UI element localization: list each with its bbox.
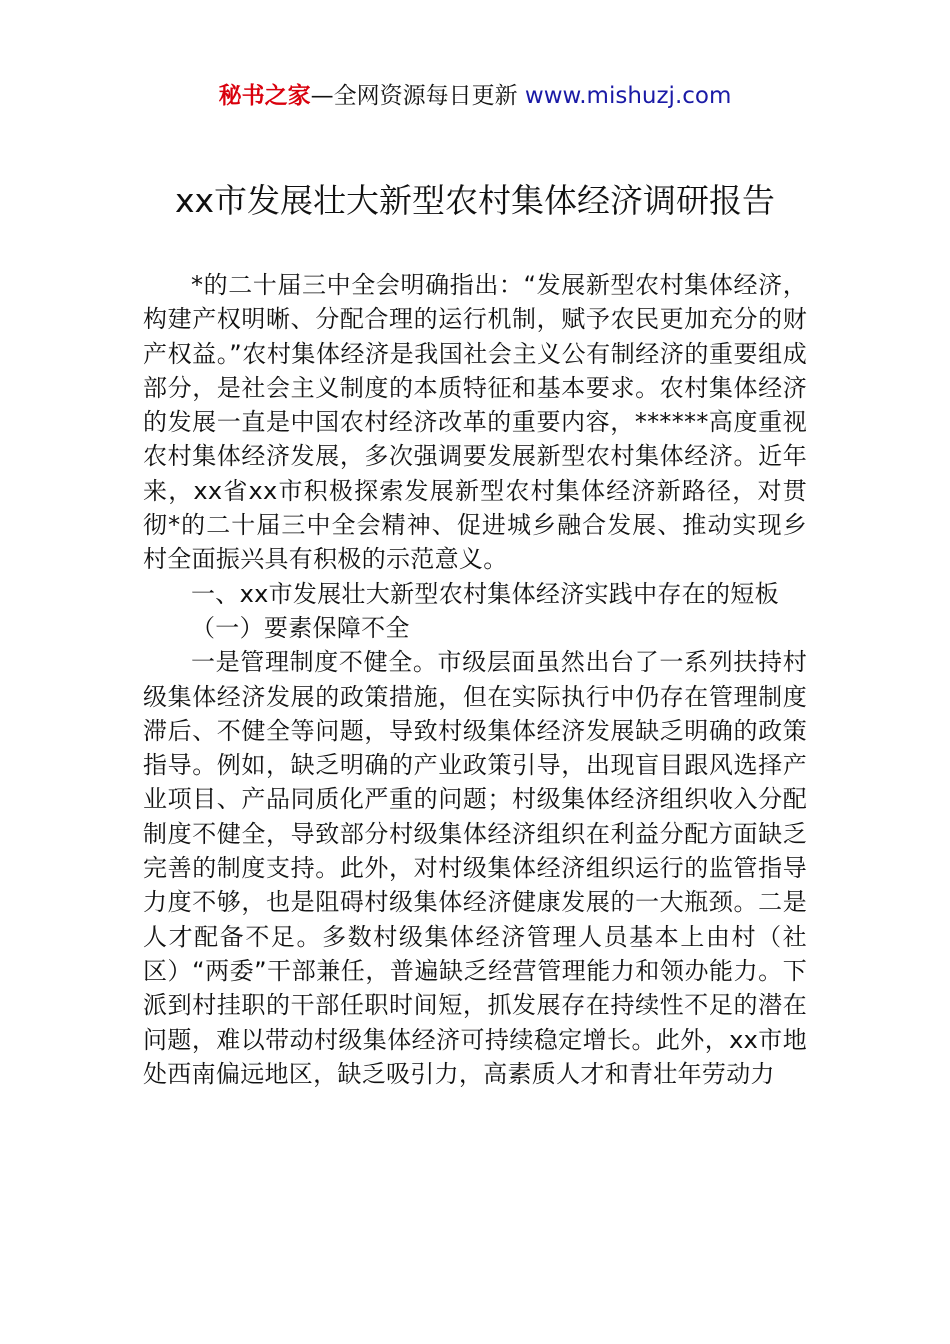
intro-paragraph: *的二十届三中全会明确指出：“发展新型农村集体经济，构建产权明晰、分配合理的运行机制，赋予农民更加充分的财产权益。”农村集体经济是我国社会主义公有制经济的重要组成部分，是社会主义制度的本质特征和基本要求。农村集体经济的发展一直是中国农村经济改革的重要内容，******高度重视农村集体经济发展，多次强调要发展新型农村集体经济。近年来，xx省xx市积极探索发展新型农村集体经济新路径，对贯彻*的二十届三中全会精神、促进城乡融合发展、推动实现乡村全面振兴具有积极的示范意义。 xyxy=(143,271,807,574)
document-title: xx市发展壮大新型农村集体经济调研报告 xyxy=(174,181,776,220)
subsection-heading: （一）要素保障不全 xyxy=(191,613,410,642)
document-body xyxy=(143,268,807,1091)
site-name: 秘书之家 xyxy=(218,83,311,109)
site-url-link[interactable]: www.mishuzj.com xyxy=(524,83,732,109)
site-header xyxy=(0,80,950,112)
site-tagline: —全网资源每日更新 xyxy=(310,83,525,109)
section-heading: 一、xx市发展壮大新型农村集体经济实践中存在的短板 xyxy=(191,579,779,608)
body-paragraph: 一是管理制度不健全。市级层面虽然出台了一系列扶持村级集体经济发展的政策措施，但在实际执行中仍存在管理制度滞后、不健全等问题，导致村级集体经济发展缺乏明确的政策指导。例如，缺乏明确的产业政策引导，出现盲目跟风选择产业项目、产品同质化严重的问题；村级集体经济组织收入分配制度不健全，导致部分村级集体经济组织在利益分配方面缺乏完善的制度支持。此外，对村级集体经济组织运行的监管指导力度不够，也是阻碍村级集体经济健康发展的一大瓶颈。二是人才配备不足。多数村级集体经济管理人员基本上由村（社区）“两委”干部兼任，普遍缺乏经营管理能力和领办能力。下派到村挂职的干部任职时间短，抓发展存在持续性不足的潜在问题，难以带动村级集体经济可持续稳定增长。此外，xx市地处西南偏远地区，缺乏吸引力，高素质人才和青壮年劳动力 xyxy=(143,648,807,1088)
